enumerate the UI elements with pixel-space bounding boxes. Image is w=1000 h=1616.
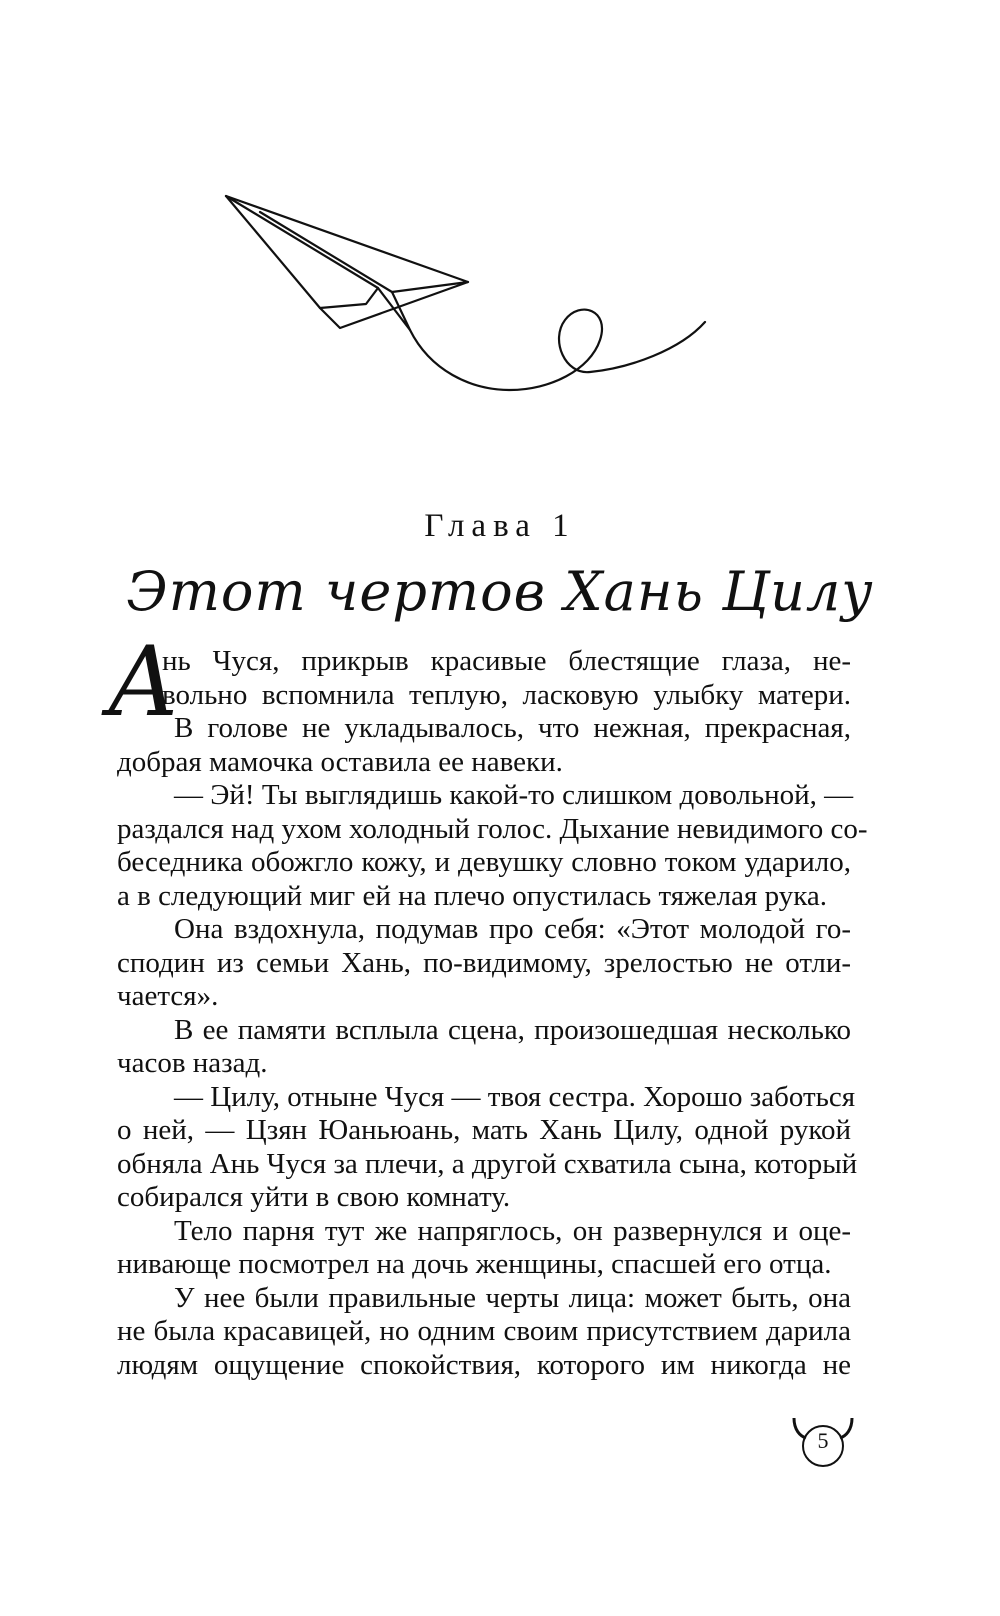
chapter-label: Глава 1 — [424, 508, 576, 544]
text-line: У нее были правильные черты лица: может быть, она — [174, 1281, 851, 1314]
text-line: сподин из семьи Хань, по-видимому, зрелостью не отли- — [117, 946, 851, 979]
body-text — [107, 626, 868, 1382]
text-line: чается». — [117, 980, 219, 1012]
text-line: нивающе посмотрел на дочь женщины, спасшей его отца. — [117, 1248, 832, 1280]
text-line: Тело парня тут же напряглось, он развернулся и оце- — [174, 1214, 851, 1247]
text-line: людям ощущение спокойствия, которого им никогда не — [117, 1348, 851, 1381]
text-line: Она вздохнула, подумав про себя: «Этот молодой го- — [174, 913, 851, 945]
text-line: — Эй! Ты выглядишь какой-то слишком довольной, — — [174, 779, 854, 811]
text-line: не была красавицей, но одним своим присутствием дарила — [117, 1315, 851, 1347]
text-line: а в следующий миг ей на плечо опустилась тяжелая рука. — [117, 879, 827, 912]
text-line: раздался над ухом холодный голос. Дыхание невидимого со- — [117, 812, 868, 845]
text-line: В голове не укладывалось, что нежная, прекрасная, — [174, 712, 851, 744]
text-line: добрая мамочка оставила ее навеки. — [117, 745, 563, 778]
text-line: часов назад. — [117, 1047, 268, 1079]
text-line: — Цилу, отныне Чуся — твоя сестра. Хорошо заботься — [174, 1080, 856, 1113]
text-line: В ее памяти всплыла сцена, произошедшая несколько — [174, 1013, 851, 1046]
text-line: о ней, — Цзян Юаньюань, мать Хань Цилу, одной рукой — [117, 1114, 851, 1146]
page-number: 5 — [817, 1428, 829, 1453]
paper-plane-icon — [220, 190, 740, 430]
drop-cap: А — [107, 626, 180, 738]
text-line: нь Чуся, прикрыв красивые блестящие глаза, не- — [162, 645, 851, 677]
chapter-title: Этот чертов Хань Цилу — [126, 560, 874, 623]
text-line: обняла Ань Чуся за плечи, а другой схватила сына, который — [117, 1147, 858, 1180]
text-line: беседника обожгло кожу, и девушку словно током ударило, — [117, 846, 851, 878]
text-line: вольно вспомнила теплую, ласковую улыбку матери. — [162, 678, 851, 711]
text-line: собирался уйти в свою комнату. — [117, 1181, 511, 1213]
